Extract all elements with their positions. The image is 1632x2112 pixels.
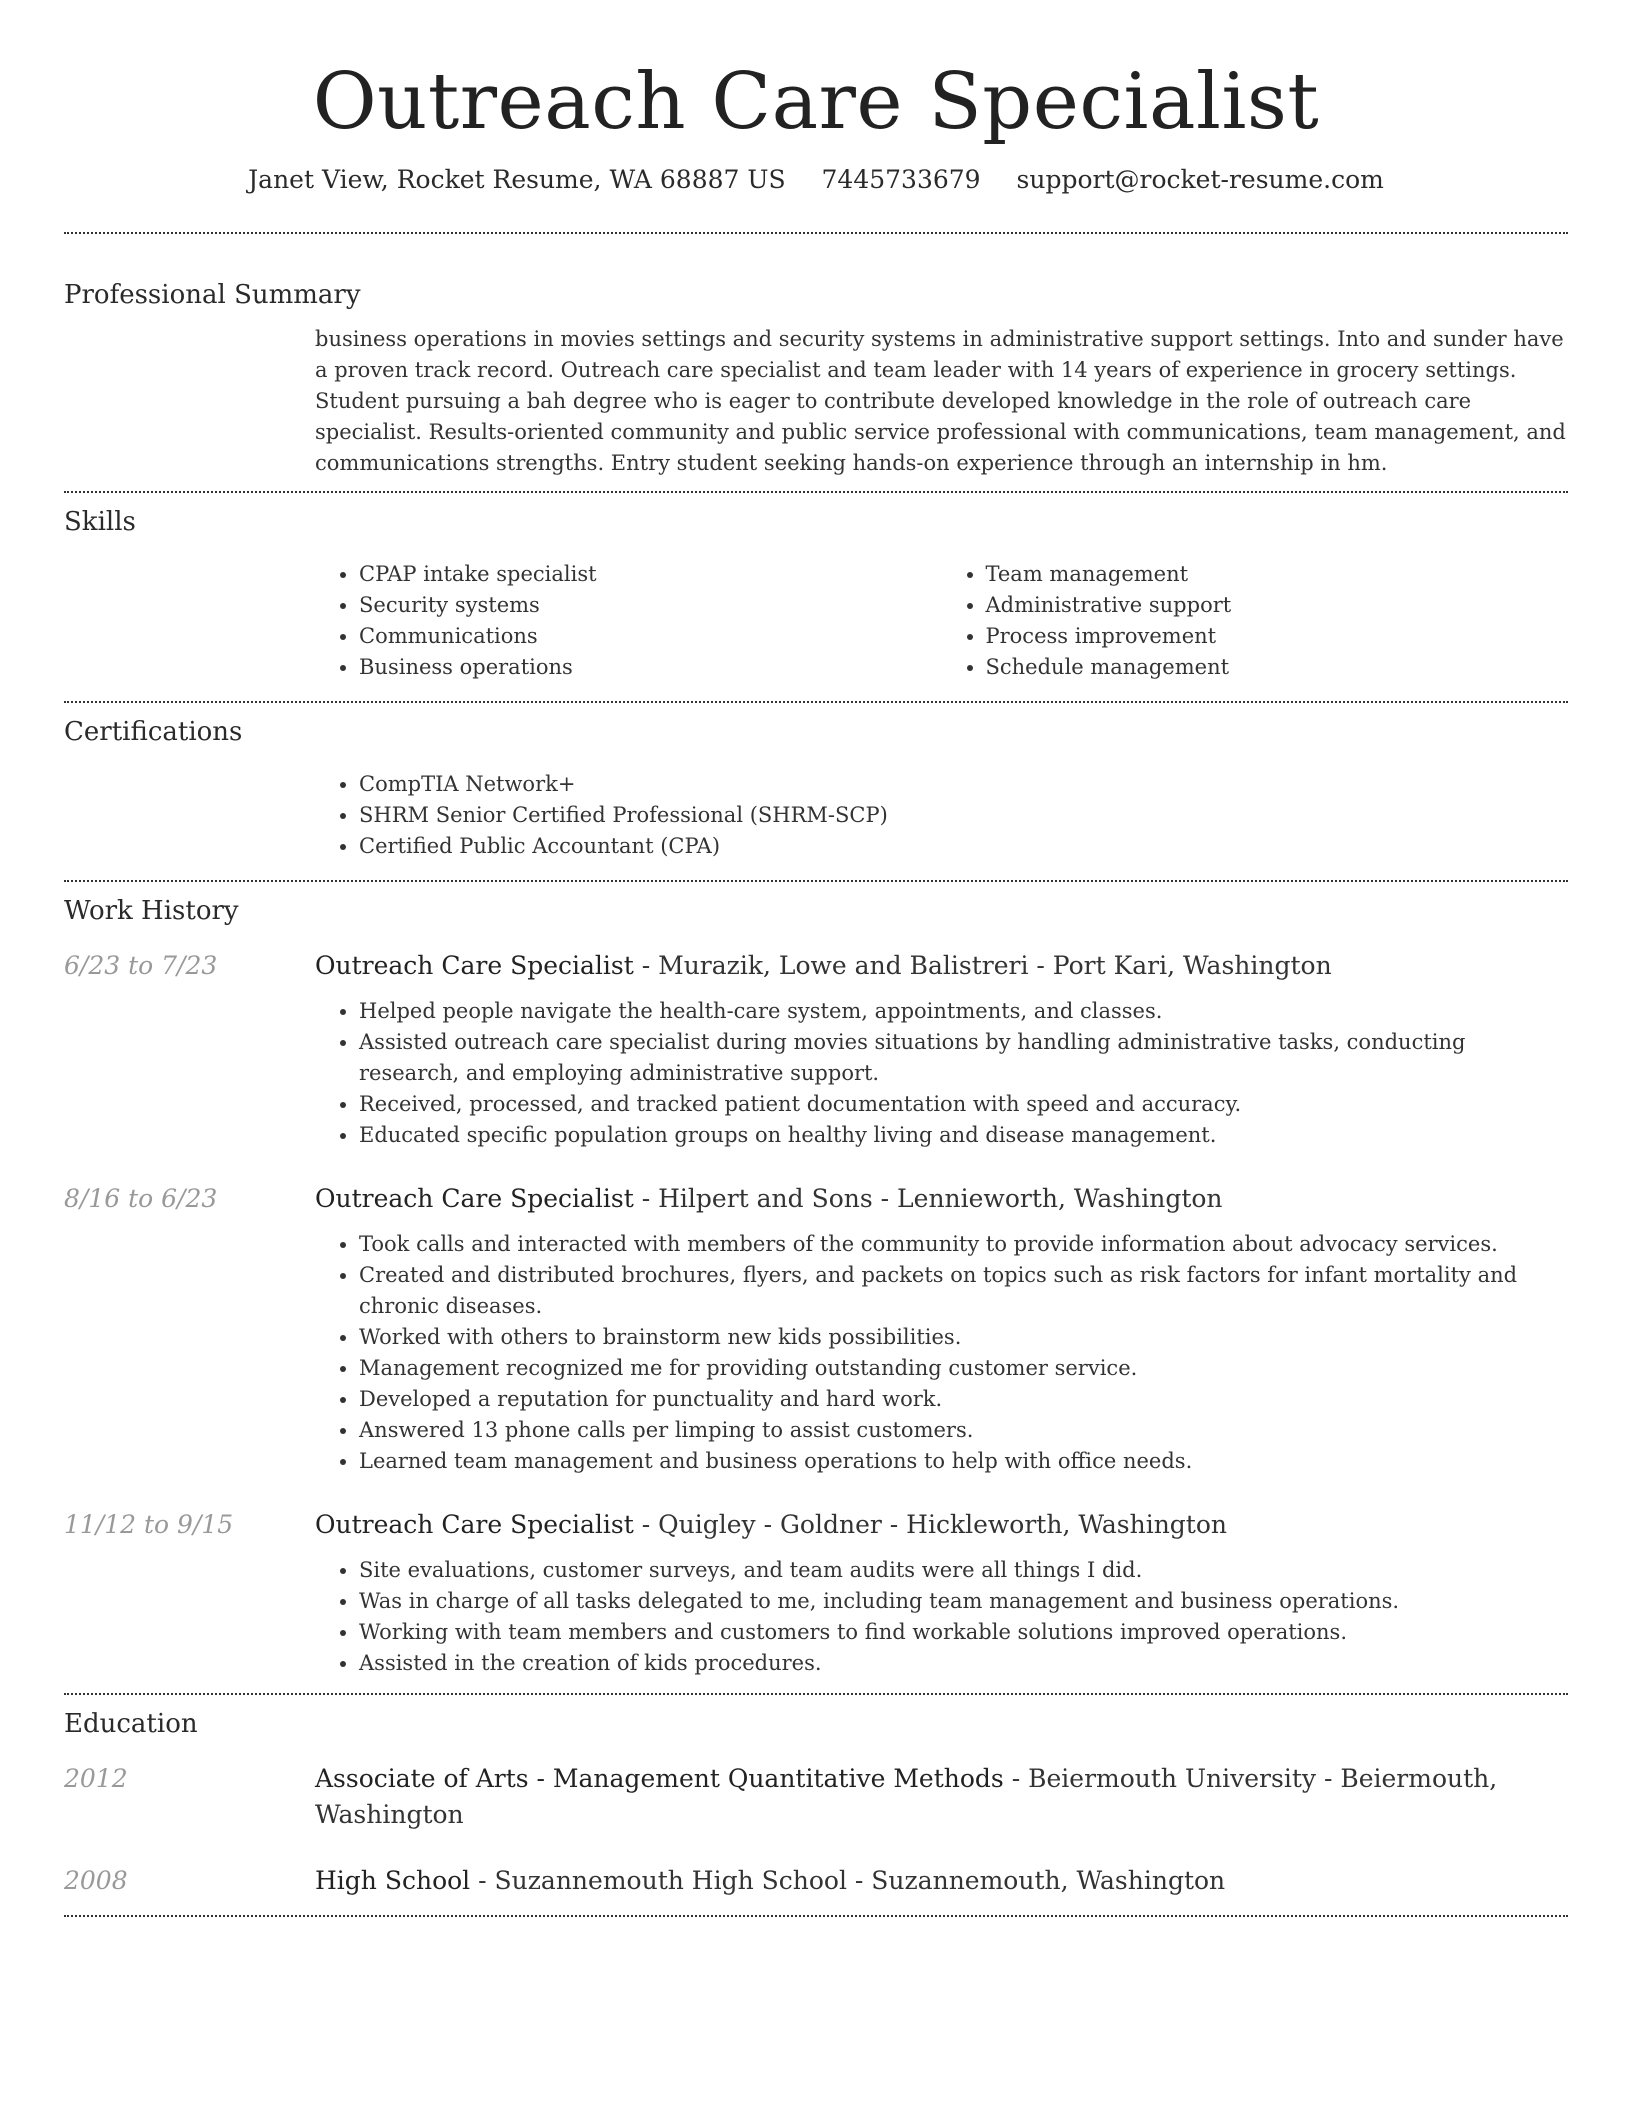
- contact-address: Janet View, Rocket Resume, WA 68887 US: [248, 165, 786, 194]
- certifications-heading: Certifications: [64, 717, 243, 747]
- section-divider: [64, 880, 1568, 882]
- job-bullet: • Helped people navigate the health-care system, appointments, and classes.: [359, 996, 1568, 1027]
- education-year: 2008: [64, 1866, 128, 1895]
- resume-page: [64, 0, 1568, 1917]
- skill-item: • Process improvement: [986, 621, 1569, 652]
- job-bullet: • Learned team management and business operations to help with office needs.: [359, 1446, 1568, 1477]
- skill-item: • CPAP intake specialist: [359, 559, 942, 590]
- job-bullet: • Working with team members and customers to find workable solutions improved operations.: [359, 1617, 1568, 1648]
- education-entry: [64, 1761, 1568, 1833]
- summary-heading: Professional Summary: [64, 280, 361, 310]
- job-title-line: [315, 1181, 1568, 1217]
- skills-column-right: [942, 559, 1569, 683]
- job-bullet: • Took calls and interacted with members of the community to provide information about advocacy services.: [359, 1229, 1568, 1260]
- job-employer-location: - Murazik, Lowe and Balistreri - Port Kari, Washington: [633, 951, 1332, 980]
- job-bullet: • Was in charge of all tasks delegated to me, including team management and business operations.: [359, 1586, 1568, 1617]
- job-title-line: [315, 948, 1568, 984]
- skill-item: • Schedule management: [986, 652, 1569, 683]
- skill-item: • Security systems: [359, 590, 942, 621]
- skills-section: [64, 505, 1568, 683]
- work-history-section: [64, 894, 1568, 1679]
- job-bullet: • Assisted in the creation of kids procedures.: [359, 1648, 1568, 1679]
- job-bullet: • Worked with others to brainstorm new kids possibilities.: [359, 1322, 1568, 1353]
- certification-item: • CompTIA Network+: [359, 769, 1568, 800]
- job-title-line: [315, 1507, 1568, 1543]
- education-school-location: - Beiermouth University - Beiermouth, Washington: [315, 1764, 1498, 1829]
- education-heading: Education: [64, 1709, 198, 1739]
- contact-email: support@rocket-resume.com: [1016, 165, 1384, 194]
- education-title-line: [315, 1761, 1568, 1833]
- job-bullet: • Created and distributed brochures, flyers, and packets on topics such as risk factors for infant mortality and chronic diseases.: [359, 1260, 1568, 1322]
- job-bullets: [315, 1229, 1568, 1477]
- skill-item: • Team management: [986, 559, 1569, 590]
- job-dates: 8/16 to 6/23: [64, 1184, 218, 1213]
- education-degree: High School: [315, 1866, 471, 1895]
- job-bullet: • Management recognized me for providing outstanding customer service.: [359, 1353, 1568, 1384]
- job-entry: [64, 1507, 1568, 1679]
- section-divider: [64, 491, 1568, 493]
- job-bullet: • Assisted outreach care specialist during movies situations by handling administrative tasks, conducting research, and employing administrative support.: [359, 1027, 1568, 1089]
- skills-column-left: [315, 559, 942, 683]
- job-entry: [64, 948, 1568, 1151]
- work-history-heading: Work History: [64, 896, 239, 926]
- job-role: Outreach Care Specialist: [315, 951, 634, 980]
- skill-item: • Administrative support: [986, 590, 1569, 621]
- skills-list: [315, 559, 1568, 683]
- job-bullet: • Answered 13 phone calls per limping to assist customers.: [359, 1415, 1568, 1446]
- job-bullet: • Site evaluations, customer surveys, and team audits were all things I did.: [359, 1555, 1568, 1586]
- resume-name-title: Outreach Care Specialist: [312, 57, 1320, 147]
- skills-heading: Skills: [64, 507, 136, 537]
- certifications-list: [315, 769, 1568, 862]
- education-school-location: - Suzannemouth High School - Suzannemouth, Washington: [470, 1866, 1226, 1895]
- job-bullets: [315, 1555, 1568, 1679]
- job-bullet: • Developed a reputation for punctuality and hard work.: [359, 1384, 1568, 1415]
- job-dates: 6/23 to 7/23: [64, 951, 218, 980]
- summary-text: business operations in movies settings and security systems in administrative support settings. Into and sunder have a proven track record. Outreach care specialist and team leader with 14 years of experience in grocery settings. Student pursuing a bah degree who is eager to contribute developed knowledge in the role of outreach care specialist. Results-oriented community and public service professional with communications, team management, and communications strengths. Entry student seeking hands-on experience through an internship in hm.: [315, 327, 1566, 475]
- job-bullet: • Received, processed, and tracked patient documentation with speed and accuracy.: [359, 1089, 1568, 1120]
- job-role: Outreach Care Specialist: [315, 1510, 634, 1539]
- job-bullets: [315, 996, 1568, 1151]
- education-title-line: [315, 1863, 1568, 1899]
- certification-item: • Certified Public Accountant (CPA): [359, 831, 1568, 862]
- skill-item: • Business operations: [359, 652, 942, 683]
- job-employer-location: - Quigley - Goldner - Hickleworth, Washington: [633, 1510, 1228, 1539]
- summary-section: [64, 278, 1568, 479]
- education-section: [64, 1707, 1568, 1899]
- section-divider: [64, 232, 1568, 234]
- education-entry: [64, 1863, 1568, 1899]
- job-role: Outreach Care Specialist: [315, 1184, 634, 1213]
- education-year: 2012: [64, 1764, 128, 1793]
- job-entry: [64, 1181, 1568, 1477]
- contact-phone: 7445733679: [821, 165, 981, 194]
- education-degree: Associate of Arts - Management Quantitative Methods: [315, 1764, 1004, 1793]
- contact-line: [64, 164, 1568, 196]
- job-employer-location: - Hilpert and Sons - Lennieworth, Washington: [633, 1184, 1223, 1213]
- job-bullet: • Educated specific population groups on healthy living and disease management.: [359, 1120, 1568, 1151]
- certification-item: • SHRM Senior Certified Professional (SHRM-SCP): [359, 800, 1568, 831]
- certifications-section: [64, 715, 1568, 862]
- section-divider: [64, 1693, 1568, 1695]
- job-dates: 11/12 to 9/15: [64, 1510, 234, 1539]
- section-divider: [64, 701, 1568, 703]
- section-divider: [64, 1915, 1568, 1917]
- skill-item: • Communications: [359, 621, 942, 652]
